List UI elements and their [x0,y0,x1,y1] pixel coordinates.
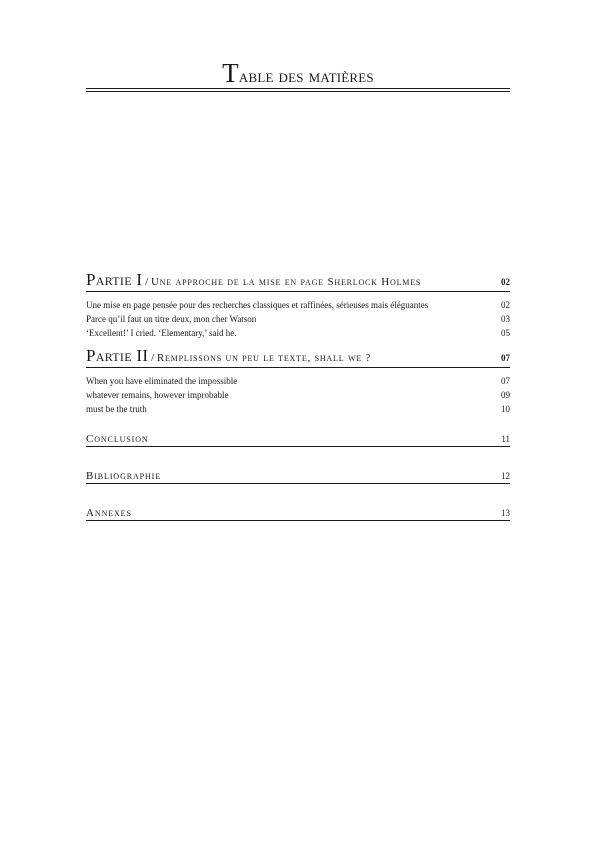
toc-entry-text: must be the truth [86,404,147,414]
conclusion-label: Conclusion [86,433,149,445]
page-title-initial: T [222,58,239,88]
toc-entry[interactable] [86,298,510,312]
part-2-heading-text [86,346,371,366]
toc-entry-text: Parce qu’il faut un titre deux, mon cher Watson [86,314,257,324]
page-title-rest: able des matières [238,66,374,87]
part-1-entries [86,298,510,340]
toc-entry[interactable] [86,326,510,340]
part-2-page-number: 07 [501,353,510,363]
conclusion-page-number: 11 [501,434,510,444]
toc-part-1 [86,270,510,340]
toc-entry-text: ‘Excellent!’ I cried. ‘Elementary,’ said he. [86,328,237,338]
toc-entry[interactable] [86,388,510,402]
bibliographie-heading[interactable] [86,470,510,484]
title-rule-top [86,88,510,89]
part-1-subtitle: Une approche de la mise en page Sherlock Holmes [150,276,422,288]
part-1-page-number: 02 [501,277,510,287]
part-1-separator: / [142,276,151,288]
toc-entry-text: When you have eliminated the impossible [86,376,238,386]
toc-conclusion [86,433,510,447]
annexes-page-number: 13 [501,508,510,518]
annexes-heading[interactable] [86,507,510,521]
toc-entry-text: Une mise en page pensée pour des recherches classiques et raffinées, sérieuses mais éléguantes [86,300,429,310]
toc-entry[interactable] [86,312,510,326]
part-2-label: Partie II [86,346,149,365]
toc-entry-page: 03 [501,314,510,324]
toc-part-2 [86,346,510,416]
toc-entry-text: whatever remains, however improbable [86,390,229,400]
toc-entry-page: 10 [501,404,510,414]
bibliographie-label: Bibliographie [86,470,162,482]
toc-annexes [86,507,510,521]
part-2-entries [86,374,510,416]
toc-entry-page: 02 [501,300,510,310]
part-2-subtitle: Remplissons un peu le texte, shall we ? [156,352,372,364]
part-1-label: Partie I [86,270,143,289]
toc-entry[interactable] [86,402,510,416]
part-2-separator: / [148,352,157,364]
part-1-heading-text [86,270,421,290]
title-rule-bottom [86,91,510,92]
conclusion-heading[interactable] [86,433,510,447]
page-title [86,58,510,88]
toc-entry-page: 07 [501,376,510,386]
toc-entry[interactable] [86,374,510,388]
part-2-heading[interactable] [86,346,510,368]
toc-bibliographie [86,470,510,484]
bibliographie-page-number: 12 [501,471,510,481]
annexes-label: Annexes [86,507,132,519]
part-1-heading[interactable] [86,270,510,292]
toc-entry-page: 09 [501,390,510,400]
toc-entry-page: 05 [501,328,510,338]
